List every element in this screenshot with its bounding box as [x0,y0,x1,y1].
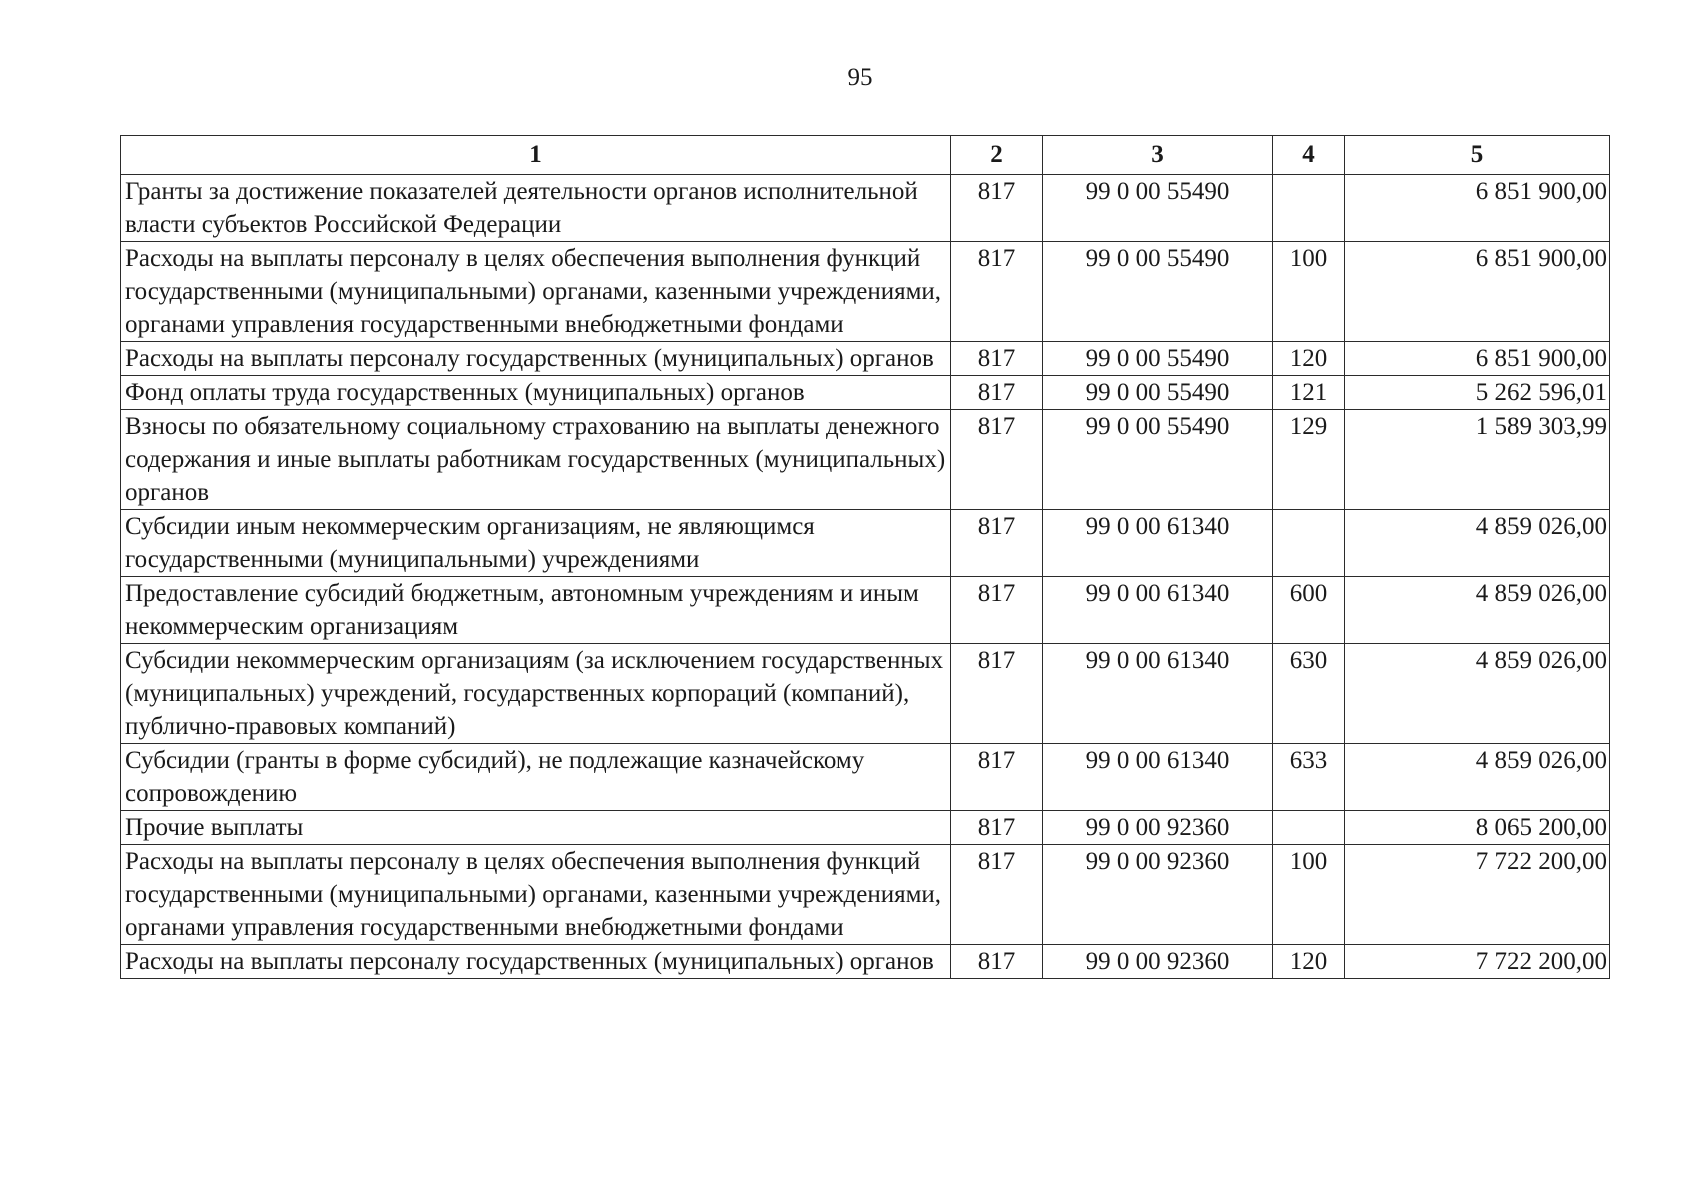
cell-name: Субсидии иным некоммерческим организациям, не являющимся государственными (муниципальными) учреждениями [121,510,951,577]
cell-name: Прочие выплаты [121,811,951,845]
cell-vr: 600 [1273,577,1345,644]
cell-sum: 7 722 200,00 [1345,945,1610,979]
table-row [121,510,1610,577]
column-header-gr: 2 [951,136,1043,175]
cell-vr: 633 [1273,744,1345,811]
column-header-name: 1 [121,136,951,175]
cell-gr: 817 [951,342,1043,376]
cell-sum: 6 851 900,00 [1345,242,1610,342]
cell-vr: 100 [1273,242,1345,342]
cell-gr: 817 [951,744,1043,811]
table-row [121,945,1610,979]
cell-sum: 5 262 596,01 [1345,376,1610,410]
cell-csr: 99 0 00 92360 [1043,945,1273,979]
table-row [121,577,1610,644]
cell-csr: 99 0 00 55490 [1043,242,1273,342]
cell-gr: 817 [951,845,1043,945]
cell-name: Расходы на выплаты персоналу в целях обеспечения выполнения функций государственными (муниципальными) органами, казенными учреждениями, органами управления государственными внебюджетными фондами [121,845,951,945]
table-row [121,845,1610,945]
cell-sum: 1 589 303,99 [1345,410,1610,510]
cell-gr: 817 [951,175,1043,242]
table-row [121,644,1610,744]
cell-csr: 99 0 00 61340 [1043,744,1273,811]
cell-name: Предоставление субсидий бюджетным, автономным учреждениям и иным некоммерческим организациям [121,577,951,644]
cell-csr: 99 0 00 92360 [1043,845,1273,945]
cell-name: Субсидии некоммерческим организациям (за исключением государственных (муниципальных) учреждений, государственных корпораций (компаний), публично-правовых компаний) [121,644,951,744]
cell-gr: 817 [951,644,1043,744]
table-row [121,410,1610,510]
cell-gr: 817 [951,945,1043,979]
cell-vr [1273,510,1345,577]
cell-vr [1273,175,1345,242]
cell-name: Расходы на выплаты персоналу в целях обеспечения выполнения функций государственными (муниципальными) органами, казенными учреждениями, органами управления государственными внебюджетными фондами [121,242,951,342]
cell-sum: 7 722 200,00 [1345,845,1610,945]
cell-name: Расходы на выплаты персоналу государственных (муниципальных) органов [121,945,951,979]
cell-vr: 120 [1273,342,1345,376]
cell-gr: 817 [951,811,1043,845]
cell-gr: 817 [951,242,1043,342]
table-row [121,376,1610,410]
budget-table [120,135,1610,979]
table-row [121,342,1610,376]
table-row [121,811,1610,845]
cell-sum: 4 859 026,00 [1345,744,1610,811]
cell-csr: 99 0 00 55490 [1043,175,1273,242]
cell-csr: 99 0 00 92360 [1043,811,1273,845]
cell-vr: 120 [1273,945,1345,979]
cell-name: Гранты за достижение показателей деятельности органов исполнительной власти субъектов Российской Федерации [121,175,951,242]
cell-csr: 99 0 00 61340 [1043,577,1273,644]
table-header-row [121,136,1610,175]
cell-csr: 99 0 00 55490 [1043,376,1273,410]
cell-sum: 4 859 026,00 [1345,644,1610,744]
cell-gr: 817 [951,577,1043,644]
cell-sum: 6 851 900,00 [1345,175,1610,242]
table-body [121,175,1610,979]
cell-csr: 99 0 00 55490 [1043,410,1273,510]
cell-name: Фонд оплаты труда государственных (муниципальных) органов [121,376,951,410]
cell-sum: 6 851 900,00 [1345,342,1610,376]
page-number: 95 [847,64,873,91]
cell-name: Взносы по обязательному социальному страхованию на выплаты денежного содержания и иные выплаты работникам государственных (муниципальных) органов [121,410,951,510]
column-header-vr: 4 [1273,136,1345,175]
cell-csr: 99 0 00 55490 [1043,342,1273,376]
table-row [121,744,1610,811]
cell-name: Расходы на выплаты персоналу государственных (муниципальных) органов [121,342,951,376]
cell-name: Субсидии (гранты в форме субсидий), не подлежащие казначейскому сопровождению [121,744,951,811]
cell-gr: 817 [951,410,1043,510]
cell-gr: 817 [951,510,1043,577]
cell-sum: 4 859 026,00 [1345,510,1610,577]
cell-vr [1273,811,1345,845]
cell-vr: 630 [1273,644,1345,744]
cell-sum: 4 859 026,00 [1345,577,1610,644]
column-header-csr: 3 [1043,136,1273,175]
cell-csr: 99 0 00 61340 [1043,644,1273,744]
cell-vr: 129 [1273,410,1345,510]
cell-csr: 99 0 00 61340 [1043,510,1273,577]
cell-vr: 121 [1273,376,1345,410]
table-row [121,175,1610,242]
table-row [121,242,1610,342]
cell-sum: 8 065 200,00 [1345,811,1610,845]
column-header-sum: 5 [1345,136,1610,175]
cell-vr: 100 [1273,845,1345,945]
cell-gr: 817 [951,376,1043,410]
